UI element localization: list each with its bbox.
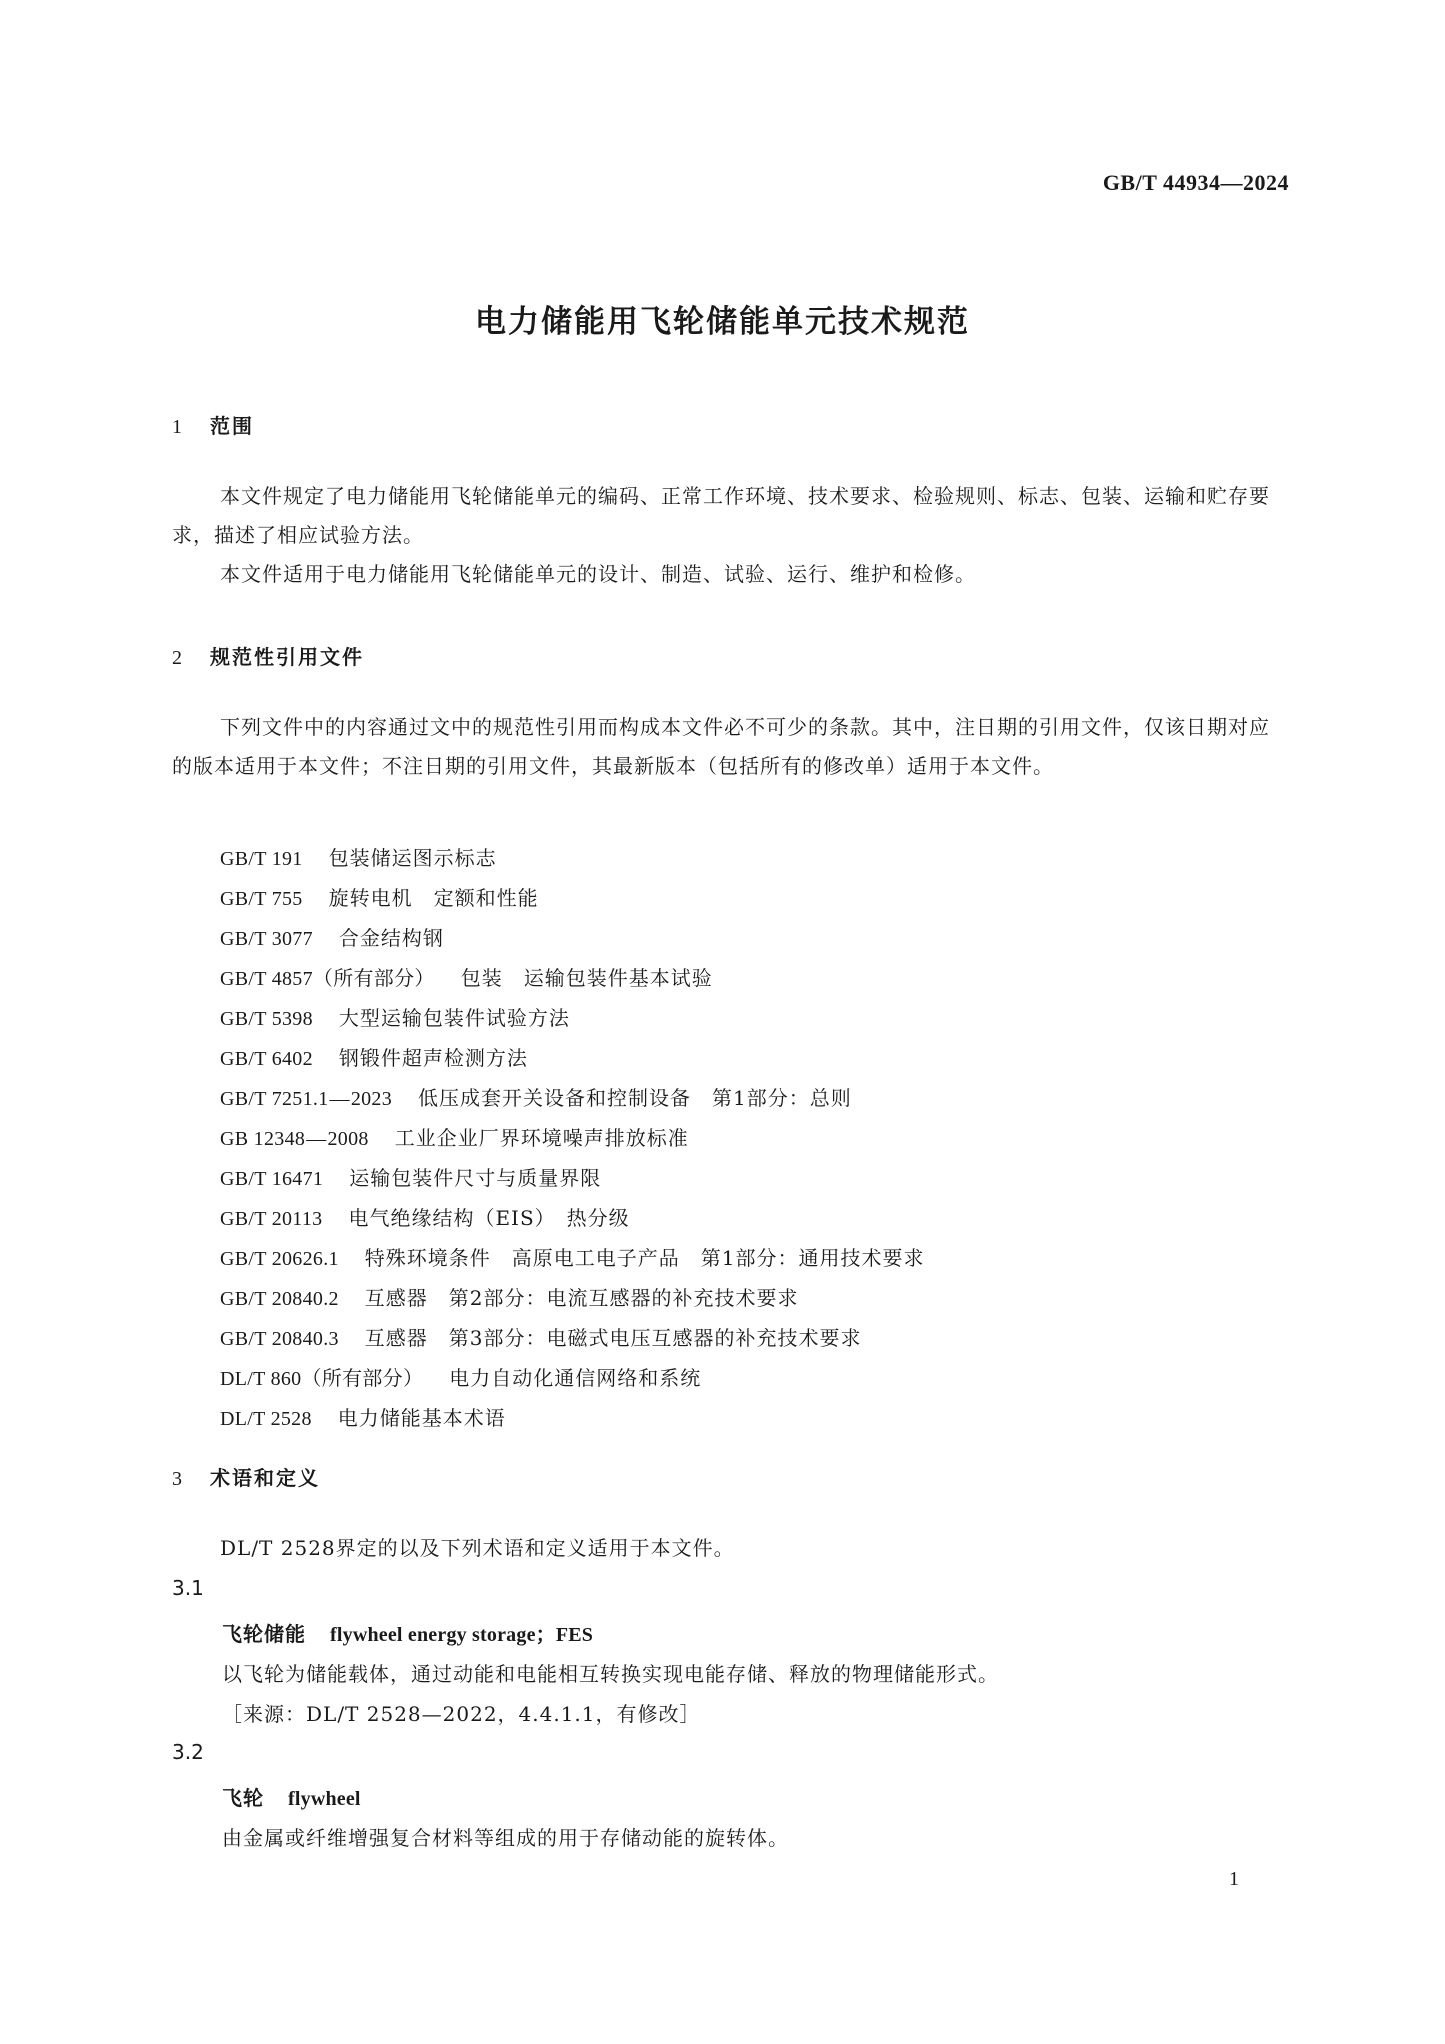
page-number: 1 [1229, 1868, 1239, 1890]
standard-code: GB/T 44934—2024 [1102, 170, 1289, 195]
reference-code: GB/T 20840.2 [220, 1288, 339, 1310]
reference-code: GB 12348—2008 [220, 1128, 369, 1150]
term-english: flywheel energy storage；FES [330, 1624, 594, 1646]
reference-title: 互感器 第3部分：电磁式电压互感器的补充技术要求 [364, 1326, 862, 1350]
term-source: ［来源：DL/T 2528—2022，4.4.1.1，有修改］ [222, 1702, 701, 1726]
reference-title: 合金结构钢 [338, 926, 444, 950]
reference-title: 电气绝缘结构（EIS） 热分级 [348, 1206, 630, 1230]
reference-item [220, 1198, 925, 1238]
reference-title: 旋转电机 定额和性能 [328, 886, 539, 910]
term-definition: 由金属或纤维增强复合材料等组成的用于存储动能的旋转体。 [222, 1826, 789, 1850]
section-heading-normative-references [172, 641, 364, 670]
reference-title: 运输包装件尺寸与质量界限 [349, 1166, 602, 1190]
reference-title: 包装 运输包装件基本试验 [460, 966, 713, 990]
reference-code: DL/T 2528 [220, 1408, 312, 1430]
reference-code: DL/T 860（所有部分） [220, 1368, 424, 1390]
reference-item [220, 1318, 925, 1358]
section-heading-scope [172, 410, 254, 439]
reference-item [220, 1158, 925, 1198]
reference-title: 低压成套开关设备和控制设备 第1部分：总则 [418, 1086, 852, 1110]
reference-code: GB/T 20840.3 [220, 1328, 339, 1350]
reference-item [220, 998, 925, 1038]
section-title: 术语和定义 [210, 1466, 320, 1490]
reference-title: 钢锻件超声检测方法 [338, 1046, 528, 1070]
reference-item [220, 1078, 925, 1118]
reference-item [220, 1238, 925, 1278]
clause-number: 3.2 [172, 1740, 204, 1764]
reference-title: 包装储运图示标志 [328, 846, 497, 870]
reference-code: GB/T 6402 [220, 1048, 313, 1070]
section-heading-terms-and-definitions [172, 1462, 320, 1491]
reference-code: GB/T 7251.1—2023 [220, 1088, 393, 1110]
reference-item [220, 878, 925, 918]
term-entry [222, 1618, 593, 1647]
section-number: 3 [172, 1468, 184, 1490]
references-intro-paragraph: 下列文件中的内容通过文中的规范性引用而构成本文件必不可少的条款。其中，注日期的引用文件，仅该日期对应的版本适用于本文件；不注日期的引用文件，其最新版本（包括所有的修改单）适用于本文件。 [172, 715, 1270, 778]
reference-code: GB/T 20626.1 [220, 1248, 339, 1270]
term-entry [222, 1782, 361, 1811]
reference-code: GB/T 755 [220, 888, 303, 910]
reference-title: 特殊环境条件 高原电工电子产品 第1部分：通用技术要求 [364, 1246, 925, 1270]
term-english: flywheel [288, 1788, 361, 1810]
document-title: 电力储能用飞轮储能单元技术规范 [475, 304, 970, 340]
scope-paragraph-1: 本文件规定了电力储能用飞轮储能单元的编码、正常工作环境、技术要求、检验规则、标志、包装、运输和贮存要求，描述了相应试验方法。 [172, 484, 1270, 547]
clause-number: 3.1 [172, 1576, 204, 1600]
terms-intro-paragraph: DL/T 2528界定的以及下列术语和定义适用于本文件。 [220, 1536, 735, 1560]
reference-item [220, 958, 925, 998]
scope-paragraph-2: 本文件适用于电力储能用飞轮储能单元的设计、制造、试验、运行、维护和检修。 [220, 562, 976, 586]
reference-item [220, 918, 925, 958]
term-definition: 以飞轮为储能载体，通过动能和电能相互转换实现电能存储、释放的物理储能形式。 [222, 1662, 999, 1686]
reference-code: GB/T 3077 [220, 928, 313, 950]
term-chinese: 飞轮储能 [222, 1622, 306, 1646]
reference-item [220, 1358, 925, 1398]
term-chinese: 飞轮 [222, 1786, 264, 1810]
reference-code: GB/T 20113 [220, 1208, 323, 1230]
reference-code: GB/T 16471 [220, 1168, 324, 1190]
reference-title: 电力储能基本术语 [337, 1406, 506, 1430]
reference-item [220, 1278, 925, 1318]
reference-item [220, 838, 925, 878]
section-number: 2 [172, 647, 184, 669]
reference-title: 大型运输包装件试验方法 [338, 1006, 570, 1030]
reference-list [220, 838, 925, 1438]
section-number: 1 [172, 416, 184, 438]
section-title: 范围 [210, 414, 254, 438]
reference-code: GB/T 191 [220, 848, 303, 870]
reference-item [220, 1038, 925, 1078]
reference-item [220, 1398, 925, 1438]
section-title: 规范性引用文件 [210, 645, 364, 669]
reference-title: 电力自动化通信网络和系统 [449, 1366, 702, 1390]
reference-code: GB/T 5398 [220, 1008, 313, 1030]
reference-code: GB/T 4857（所有部分） [220, 968, 435, 990]
reference-title: 互感器 第2部分：电流互感器的补充技术要求 [364, 1286, 799, 1310]
reference-title: 工业企业厂界环境噪声排放标准 [394, 1126, 689, 1150]
reference-item [220, 1118, 925, 1158]
